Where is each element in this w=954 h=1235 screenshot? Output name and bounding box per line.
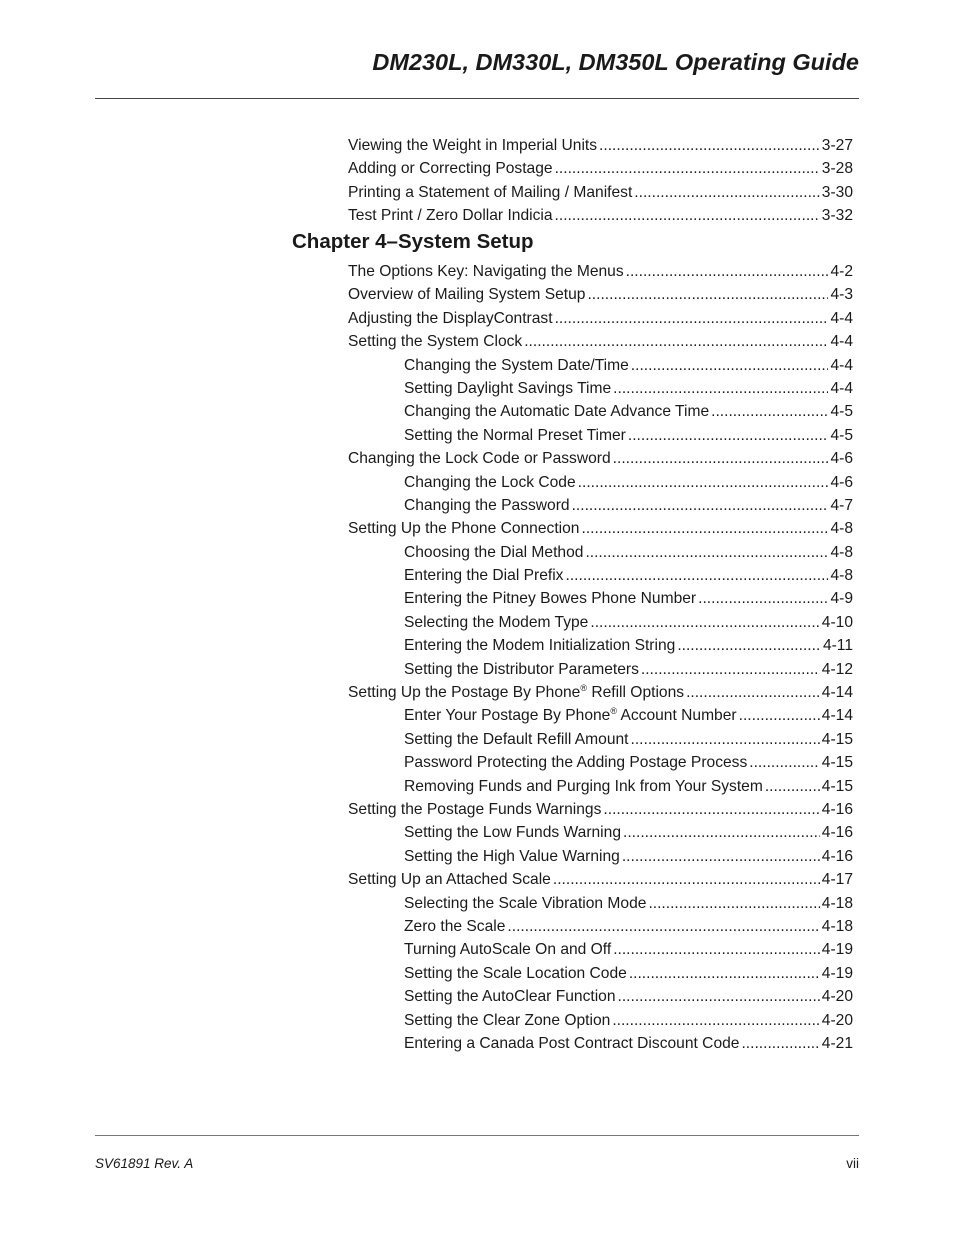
toc-entry-page: 4-4 — [830, 379, 853, 397]
toc-entry-page: 4-4 — [830, 333, 853, 351]
toc-entry-title: Test Print / Zero Dollar Indicia — [348, 207, 553, 225]
toc-entry-title: Setting Up the Phone Connection — [348, 520, 580, 538]
toc-entry-title: Setting the Normal Preset Timer — [404, 426, 626, 444]
dot-leader — [711, 400, 828, 423]
toc-entry-page: 4-18 — [821, 894, 853, 912]
registered-mark: ® — [580, 683, 587, 694]
dot-leader — [749, 751, 820, 774]
toc-entry-title: Selecting the Modem Type — [404, 613, 589, 631]
dot-leader — [631, 354, 829, 377]
dot-leader — [555, 307, 829, 330]
toc-entry[interactable] — [348, 915, 853, 938]
toc-entry-title: Turning AutoScale On and Off — [404, 941, 612, 959]
toc-entry[interactable] — [348, 845, 853, 868]
dot-leader — [628, 424, 829, 447]
toc-entry[interactable] — [348, 517, 853, 540]
dot-leader — [507, 915, 819, 938]
dot-leader — [578, 471, 829, 494]
dot-leader — [555, 157, 820, 180]
toc-entry[interactable] — [348, 541, 853, 564]
toc-entry-page: 4-16 — [821, 847, 853, 865]
toc-entry[interactable] — [348, 1032, 853, 1055]
toc-entry-page: 4-4 — [830, 356, 853, 374]
toc-entry-title: Setting the Distributor Parameters — [404, 660, 639, 678]
toc-entry[interactable] — [348, 704, 853, 727]
header-rule — [95, 98, 859, 99]
dot-leader — [603, 798, 819, 821]
chapter-heading: Chapter 4–System Setup — [292, 230, 534, 253]
dot-leader — [765, 775, 820, 798]
toc-entry[interactable] — [348, 821, 853, 844]
toc-entry-page: 4-6 — [830, 473, 853, 491]
toc-entry-title: Changing the Password — [404, 496, 570, 514]
toc-entry-title: Setting the Low Funds Warning — [404, 824, 621, 842]
dot-leader — [677, 634, 821, 657]
toc-entry-page: 4-12 — [821, 660, 853, 678]
dot-leader — [634, 181, 819, 204]
toc-entry-page: 4-16 — [821, 824, 853, 842]
toc-entry[interactable] — [348, 775, 853, 798]
toc-entry-page: 4-18 — [821, 917, 853, 935]
toc-entry-page: 4-6 — [830, 450, 853, 468]
dot-leader — [581, 517, 828, 540]
toc-entry-page: 4-15 — [821, 777, 853, 795]
toc-entry-page: 4-14 — [821, 684, 853, 702]
toc-entry[interactable] — [348, 494, 853, 517]
toc-entry[interactable] — [348, 307, 853, 330]
toc-entry-page: 4-11 — [822, 637, 853, 655]
toc-entry-title: Overview of Mailing System Setup — [348, 286, 586, 304]
toc-entry[interactable] — [348, 985, 853, 1008]
toc-entry-page: 4-8 — [830, 520, 853, 538]
page-title: DM230L, DM330L, DM350L Operating Guide — [372, 49, 859, 75]
dot-leader — [618, 985, 820, 1008]
toc-entry-page: 4-21 — [821, 1034, 853, 1052]
dot-leader — [553, 868, 820, 891]
toc-entry[interactable] — [348, 400, 853, 423]
toc-entry[interactable] — [348, 892, 853, 915]
toc-entry-title: Setting the Postage Funds Warnings — [348, 800, 602, 818]
dot-leader — [631, 728, 820, 751]
toc-entry[interactable] — [348, 751, 853, 774]
toc-entry-page: 3-30 — [821, 183, 853, 201]
dot-leader — [612, 1009, 819, 1032]
dot-leader — [555, 204, 820, 227]
dot-leader — [524, 330, 828, 353]
toc-entry-page: 4-14 — [821, 707, 853, 725]
dot-leader — [599, 134, 820, 157]
dot-leader — [686, 681, 820, 704]
toc-entry-title: The Options Key: Navigating the Menus — [348, 263, 624, 280]
toc-entry[interactable] — [348, 1009, 853, 1032]
toc-entry[interactable] — [348, 260, 853, 283]
dot-leader — [613, 447, 829, 470]
toc-entry[interactable] — [348, 962, 853, 985]
toc-entry[interactable] — [348, 330, 853, 353]
toc-entry-title: Setting the Default Refill Amount — [404, 730, 629, 748]
toc-entry-title: Changing the Automatic Date Advance Time — [404, 403, 710, 421]
toc-entry-title: Changing the Lock Code or Password — [348, 450, 611, 468]
toc-entry-title: Changing the System Date/Time — [404, 356, 629, 374]
toc-entry-title: Setting Up an Attached Scale — [348, 871, 551, 889]
dot-leader — [641, 658, 820, 681]
toc-entry-title: Password Protecting the Adding Postage Process — [404, 754, 748, 772]
toc-entry-title: Setting the Scale Location Code — [404, 964, 627, 982]
toc-entry-page: 3-28 — [821, 160, 853, 178]
footer-page-number: vii — [846, 1156, 859, 1171]
toc-entry-title: Entering the Modem Initialization String — [404, 637, 676, 655]
toc-entry-title: Printing a Statement of Mailing / Manifest — [348, 183, 633, 201]
toc-entry-title: Setting Daylight Savings Time — [404, 379, 612, 397]
toc-entry-page: 4-8 — [830, 543, 853, 561]
toc-entry-title: Choosing the Dial Method — [404, 543, 584, 561]
toc-entry-title: Entering the Dial Prefix — [404, 567, 564, 585]
toc-entry-page: 4-19 — [821, 964, 853, 982]
dot-leader — [698, 587, 828, 610]
toc-entry-title: Entering the Pitney Bowes Phone Number — [404, 590, 697, 608]
dot-leader — [565, 564, 828, 587]
toc-entry[interactable] — [348, 564, 853, 587]
toc-entry-page: 4-10 — [821, 613, 853, 631]
dot-leader — [626, 260, 829, 283]
toc-entry-page: 4-16 — [821, 800, 853, 818]
footer-rule — [95, 1135, 859, 1136]
toc-entry-title: Adjusting the DisplayContrast — [348, 309, 553, 327]
toc-entry-page: 3-27 — [821, 137, 853, 154]
footer-doc-code: SV61891 Rev. A — [95, 1156, 194, 1171]
dot-leader — [613, 377, 828, 400]
toc-entry-page: 4-3 — [830, 286, 853, 304]
dot-leader — [585, 541, 828, 564]
toc-entry-title: Setting the Clear Zone Option — [404, 1011, 611, 1029]
dot-leader — [739, 704, 820, 727]
toc-entry-page: 4-19 — [821, 941, 853, 959]
toc-entry-page: 4-20 — [821, 988, 853, 1006]
toc-entry[interactable] — [348, 204, 853, 227]
toc-entry-page: 4-9 — [830, 590, 853, 608]
toc-entry-title: Setting the High Value Warning — [404, 847, 620, 865]
toc-entry[interactable] — [348, 798, 853, 821]
toc-entry[interactable] — [348, 134, 853, 157]
toc-entry[interactable] — [348, 471, 853, 494]
toc-entry-title: Setting Up the Postage By Phone® Refill Options — [348, 683, 685, 702]
toc-entry[interactable] — [348, 868, 853, 891]
dot-leader — [741, 1032, 819, 1055]
dot-leader — [572, 494, 829, 517]
toc-entry-page: 4-5 — [830, 403, 853, 421]
dot-leader — [590, 611, 819, 634]
toc-entry[interactable] — [348, 611, 853, 634]
toc-entry-page: 4-2 — [830, 263, 853, 280]
toc-entry-title: Zero the Scale — [404, 917, 506, 935]
toc-entry-page: 4-5 — [830, 426, 853, 444]
toc-entry-title: Changing the Lock Code — [404, 473, 576, 491]
toc-entry-title: Entering a Canada Post Contract Discount Code — [404, 1034, 740, 1052]
toc-entry-title: Removing Funds and Purging Ink from Your System — [404, 777, 763, 795]
toc-entry-page: 4-8 — [830, 567, 853, 585]
toc-entry[interactable] — [348, 728, 853, 751]
toc-entry[interactable] — [348, 283, 853, 306]
toc-entry-page: 4-4 — [830, 309, 853, 327]
toc-entry-page: 3-32 — [821, 207, 853, 225]
toc-entry[interactable] — [348, 587, 853, 610]
dot-leader — [622, 845, 820, 868]
toc-chapter-list — [348, 260, 853, 1055]
toc-entry-page: 4-17 — [821, 871, 853, 889]
toc-entry-title: Viewing the Weight in Imperial Units — [348, 137, 598, 154]
toc-entry[interactable] — [348, 157, 853, 180]
toc-previous-chapter-list — [348, 134, 853, 228]
dot-leader — [587, 283, 828, 306]
toc-entry-title: Setting the AutoClear Function — [404, 988, 616, 1006]
toc-entry[interactable] — [348, 181, 853, 204]
toc-entry-page: 4-15 — [821, 754, 853, 772]
dot-leader — [613, 938, 820, 961]
toc-entry[interactable] — [348, 658, 853, 681]
toc-entry-page: 4-20 — [821, 1011, 853, 1029]
toc-entry[interactable] — [348, 354, 853, 377]
toc-entry-title: Setting the System Clock — [348, 333, 523, 351]
toc-entry-title: Selecting the Scale Vibration Mode — [404, 894, 647, 912]
registered-mark: ® — [610, 706, 617, 717]
toc-entry-page: 4-15 — [821, 730, 853, 748]
toc-entry[interactable] — [348, 681, 853, 704]
toc-entry[interactable] — [348, 447, 853, 470]
dot-leader — [648, 892, 819, 915]
dot-leader — [623, 821, 820, 844]
toc-entry[interactable] — [348, 938, 853, 961]
toc-entry[interactable] — [348, 634, 853, 657]
toc-entry-title: Adding or Correcting Postage — [348, 160, 553, 178]
toc-entry-title: Enter Your Postage By Phone® Account Number — [404, 706, 737, 725]
toc-entry[interactable] — [348, 424, 853, 447]
toc-entry[interactable] — [348, 377, 853, 400]
toc-entry-page: 4-7 — [830, 496, 853, 514]
dot-leader — [629, 962, 820, 985]
